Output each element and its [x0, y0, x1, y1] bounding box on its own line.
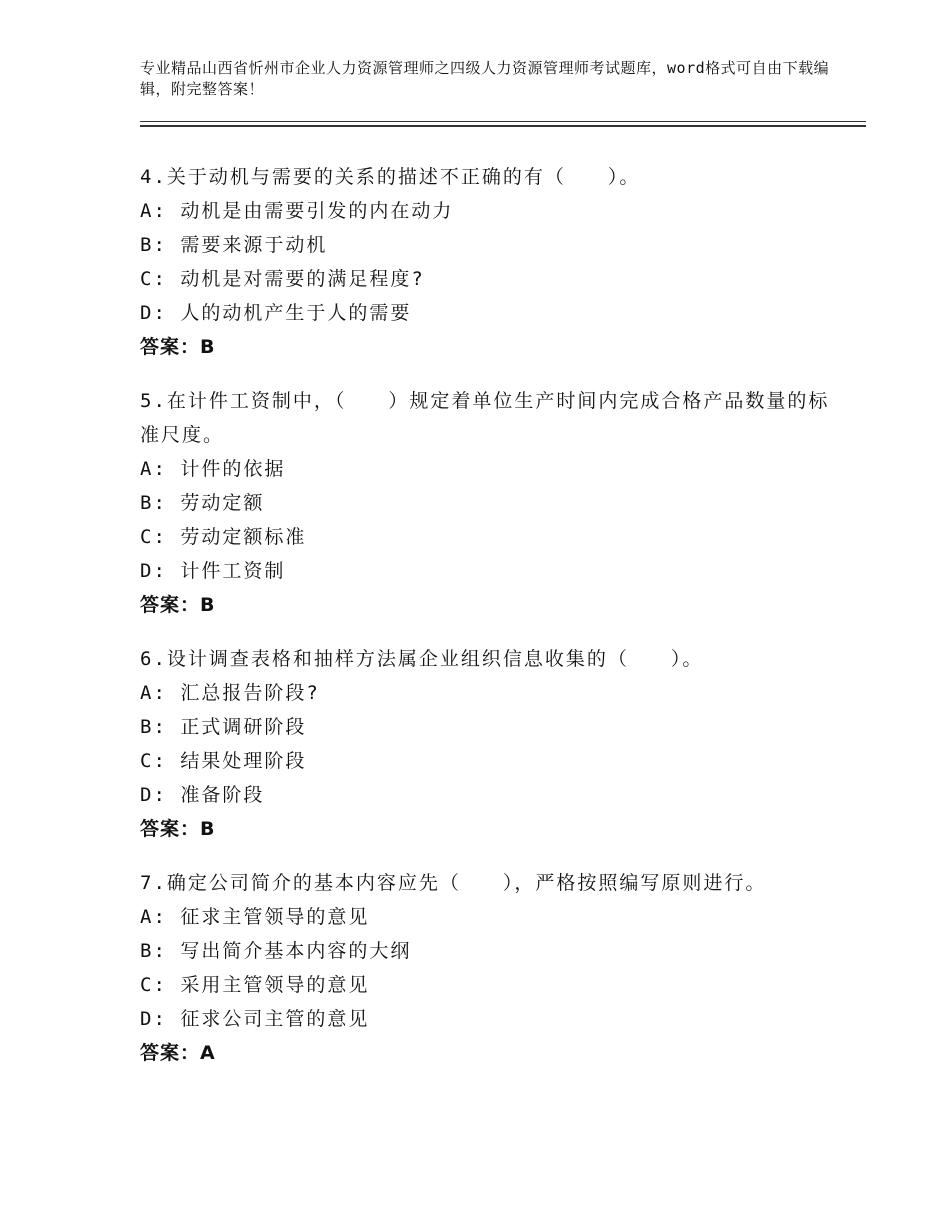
question-5	[140, 384, 830, 622]
question-list	[140, 160, 830, 1090]
option-b: B: 正式调研阶段	[140, 716, 307, 738]
document-header: 专业精品山西省忻州市企业人力资源管理师之四级人力资源管理师考试题库，word格式可自由下载编辑，附完整答案！	[140, 59, 830, 98]
option-a: A: 征求主管领导的意见	[140, 906, 370, 928]
header-rule-thick	[140, 125, 866, 127]
option-d: D: 征求公司主管的意见	[140, 1008, 370, 1030]
option-b: B: 需要来源于动机	[140, 234, 328, 256]
answer-label: 答案：A	[140, 1042, 216, 1064]
question-4	[140, 160, 830, 364]
option-d: D: 准备阶段	[140, 784, 265, 806]
answer-label: 答案：B	[140, 594, 216, 616]
question-text: 5.在计件工资制中，（ ）规定着单位生产时间内完成合格产品数量的标准尺度。	[140, 390, 830, 446]
option-a: A: 动机是由需要引发的内在动力	[140, 200, 454, 222]
option-c: C: 结果处理阶段	[140, 750, 307, 772]
option-a: A: 汇总报告阶段?	[140, 682, 320, 704]
question-text: 4.关于动机与需要的关系的描述不正确的有（ ）。	[140, 166, 641, 188]
option-d: D: 人的动机产生于人的需要	[140, 302, 412, 324]
question-text: 6.设计调查表格和抽样方法属企业组织信息收集的（ ）。	[140, 648, 704, 670]
question-7	[140, 866, 830, 1070]
option-c: C: 劳动定额标准	[140, 526, 307, 548]
option-c: C: 动机是对需要的满足程度?	[140, 268, 425, 290]
option-b: B: 写出简介基本内容的大纲	[140, 940, 412, 962]
answer-label: 答案：B	[140, 336, 216, 358]
header-rule-thin	[140, 121, 866, 122]
option-b: B: 劳动定额	[140, 492, 265, 514]
option-a: A: 计件的依据	[140, 458, 286, 480]
question-6	[140, 642, 830, 846]
option-d: D: 计件工资制	[140, 560, 286, 582]
option-c: C: 采用主管领导的意见	[140, 974, 370, 996]
question-text: 7.确定公司简介的基本内容应先（ ），严格按照编写原则进行。	[140, 872, 767, 894]
answer-label: 答案：B	[140, 818, 216, 840]
